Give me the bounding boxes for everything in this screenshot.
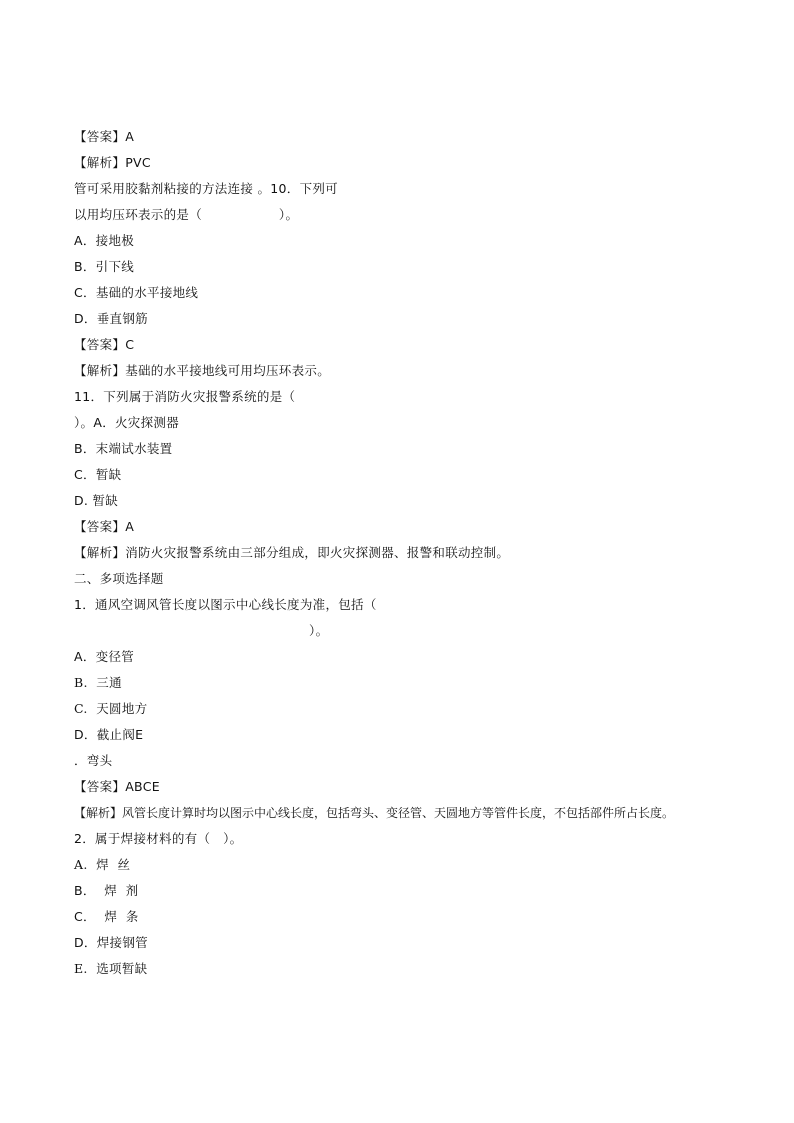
option-d: D．截止阀E	[74, 727, 144, 742]
option-b: B．末端试水装置	[74, 441, 173, 456]
question-10-text: 以用均压环表示的是（ ）。	[74, 207, 299, 222]
option-a: A．变径管	[74, 649, 135, 664]
option-e: ．弯头	[74, 753, 113, 768]
option-a: A．接地极	[74, 233, 135, 248]
option-a: A. 焊 丝	[74, 857, 131, 872]
option-a: ）。A．火灾探测器	[74, 415, 180, 430]
option-c: C．基础的水平接地线	[74, 285, 199, 300]
analysis-line: 【解析】基础的水平接地线可用均压环表示。	[74, 363, 331, 378]
answer-line: 【答案】ABCE	[74, 779, 160, 794]
option-b: B．引下线	[74, 259, 135, 274]
analysis-line: 【解析】消防火灾报警系统由三部分组成，即火灾探测器、报警和联动控制。	[74, 545, 510, 560]
answer-line: 【答案】A	[74, 519, 135, 534]
option-e: E. 选项暂缺	[74, 961, 148, 976]
option-d: D．焊接钢管	[74, 935, 148, 950]
question-1-text-continued: ）。	[74, 623, 329, 638]
option-c: C．暂缺	[74, 467, 122, 482]
analysis-line: 【解析】风管长度计算时均以图示中心线长度，包括弯头、变径管、天圆地方等管件长度，不包括部件所占长度。	[74, 806, 675, 820]
option-d: D. 暂缺	[74, 493, 119, 508]
answer-line: 【答案】A	[74, 129, 135, 144]
option-c: C． 焊 条	[74, 909, 139, 924]
question-11-text: 11．下列属于消防火灾报警系统的是（	[74, 389, 296, 404]
section-heading: 二、多项选择题	[74, 571, 164, 586]
analysis-line: 【解析】PVC	[74, 155, 151, 170]
analysis-text: 管可采用胶黏剂粘接的方法连接 。10．下列可	[74, 181, 338, 196]
option-b: B. 三通	[74, 675, 122, 690]
question-2-text: 2．属于焊接材料的有（ ）。	[74, 831, 243, 846]
answer-line: 【答案】C	[74, 337, 135, 352]
option-c: C. 天圆地方	[74, 701, 148, 716]
question-1-text: 1．通风空调风管长度以图示中心线长度为准，包括（	[74, 597, 377, 612]
option-d: D．垂直钢筋	[74, 311, 148, 326]
option-b: B． 焊 剂	[74, 883, 139, 898]
